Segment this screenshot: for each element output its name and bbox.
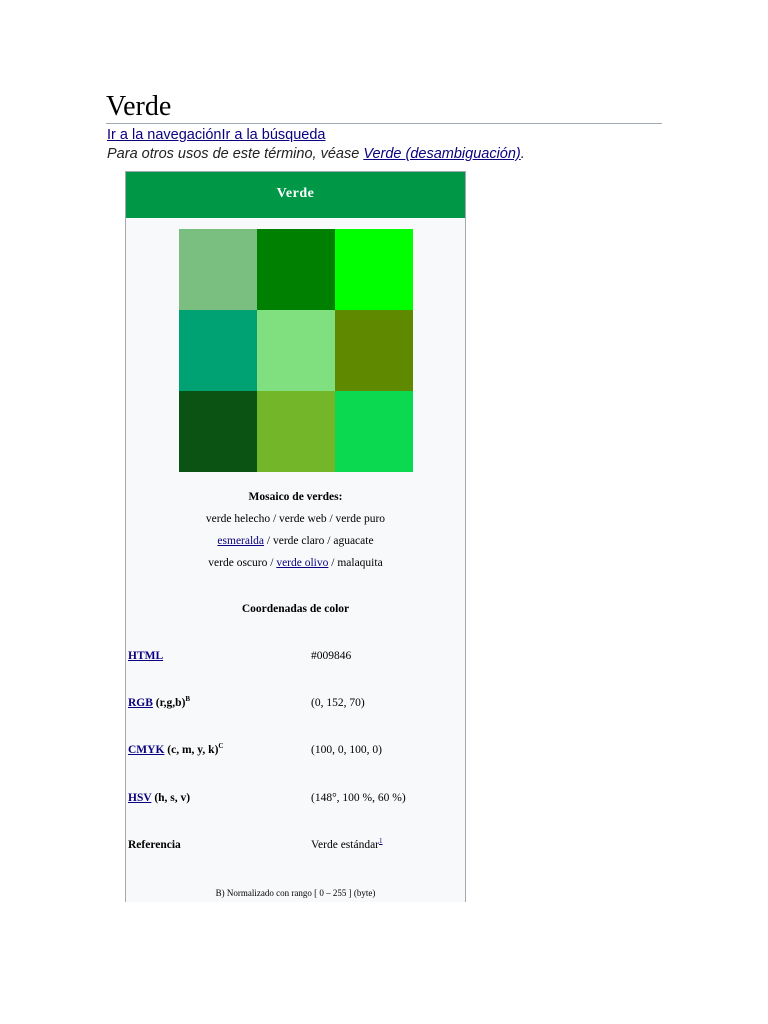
hatnote-suffix: . bbox=[520, 146, 525, 162]
verde-olivo-link[interactable]: verde olivo bbox=[276, 557, 329, 569]
row-html bbox=[128, 650, 463, 666]
mosaic-caption-line2 bbox=[126, 534, 465, 548]
mosaic-tile-esmeralda bbox=[179, 310, 257, 391]
rgb-key-suffix: (r,g,b) bbox=[152, 697, 186, 709]
row-reference-value bbox=[311, 839, 383, 851]
row-rgb bbox=[128, 697, 463, 713]
rgb-link[interactable]: RGB bbox=[128, 697, 153, 709]
row-hsv-value: (148°, 100 %, 60 %) bbox=[311, 792, 406, 804]
cmyk-key-suffix: (c, m, y, k) bbox=[164, 744, 219, 756]
mosaic-tile-aguacate bbox=[335, 310, 413, 391]
mosaic-caption-line3 bbox=[126, 556, 465, 570]
row-html-value: #009846 bbox=[311, 650, 352, 662]
mosaic-caption-line3-pre: verde oscuro / bbox=[208, 557, 277, 569]
mosaic-tile-verde-helecho bbox=[179, 229, 257, 310]
normalization-note: B) Normalizado con rango [ 0 – 255 ] (byte) bbox=[215, 888, 376, 898]
row-rgb-value: (0, 152, 70) bbox=[311, 697, 365, 709]
cmyk-link[interactable]: CMYK bbox=[128, 744, 165, 756]
mosaic-tile-verde-oscuro bbox=[179, 391, 257, 472]
esmeralda-link[interactable]: esmeralda bbox=[217, 535, 265, 547]
mosaic-title: Mosaico de verdes: bbox=[248, 491, 343, 503]
row-cmyk-value: (100, 0, 100, 0) bbox=[311, 744, 382, 756]
mosaic-tile-malaquita bbox=[335, 391, 413, 472]
mosaic-caption-line3-post: / malaquita bbox=[328, 557, 383, 569]
reference-text: Verde estándar bbox=[311, 839, 380, 851]
title-divider bbox=[106, 123, 662, 124]
row-reference-key: Referencia bbox=[128, 839, 181, 851]
row-hsv-key bbox=[128, 792, 190, 804]
row-cmyk bbox=[128, 744, 463, 760]
mosaic-tile-verde-puro bbox=[335, 229, 413, 310]
color-mosaic bbox=[179, 229, 414, 472]
cmyk-note-ref: C bbox=[218, 742, 224, 751]
hsv-link[interactable]: HSV bbox=[128, 792, 152, 804]
page-title: Verde bbox=[106, 91, 172, 122]
reference-footnote-link[interactable]: 1 bbox=[379, 837, 383, 846]
infobox-header: Verde bbox=[126, 172, 465, 218]
row-html-key bbox=[128, 650, 163, 662]
html-link[interactable]: HTML bbox=[128, 650, 164, 662]
rgb-note-ref: B bbox=[185, 695, 191, 704]
mosaic-tile-verde-web bbox=[257, 229, 335, 310]
row-cmyk-key bbox=[128, 744, 223, 756]
color-coordinates-title: Coordenadas de color bbox=[241, 603, 350, 615]
infobox bbox=[125, 171, 466, 902]
mosaic-tile-verde-olivo bbox=[257, 391, 335, 472]
mosaic-tile-verde-claro bbox=[257, 310, 335, 391]
jump-links[interactable]: Ir a la navegaciónIr a la búsqueda bbox=[107, 127, 326, 143]
hatnote-prefix: Para otros usos de este término, véase bbox=[107, 146, 364, 162]
disambiguation-link[interactable]: Verde (desambiguación) bbox=[363, 146, 521, 162]
hsv-key-suffix: (h, s, v) bbox=[151, 792, 191, 804]
hatnote bbox=[107, 146, 525, 162]
row-hsv bbox=[128, 792, 463, 808]
mosaic-caption-line1: verde helecho / verde web / verde puro bbox=[205, 513, 386, 525]
mosaic-caption-line2-rest: / verde claro / aguacate bbox=[264, 535, 374, 547]
row-reference bbox=[128, 839, 463, 855]
row-rgb-key bbox=[128, 697, 190, 709]
